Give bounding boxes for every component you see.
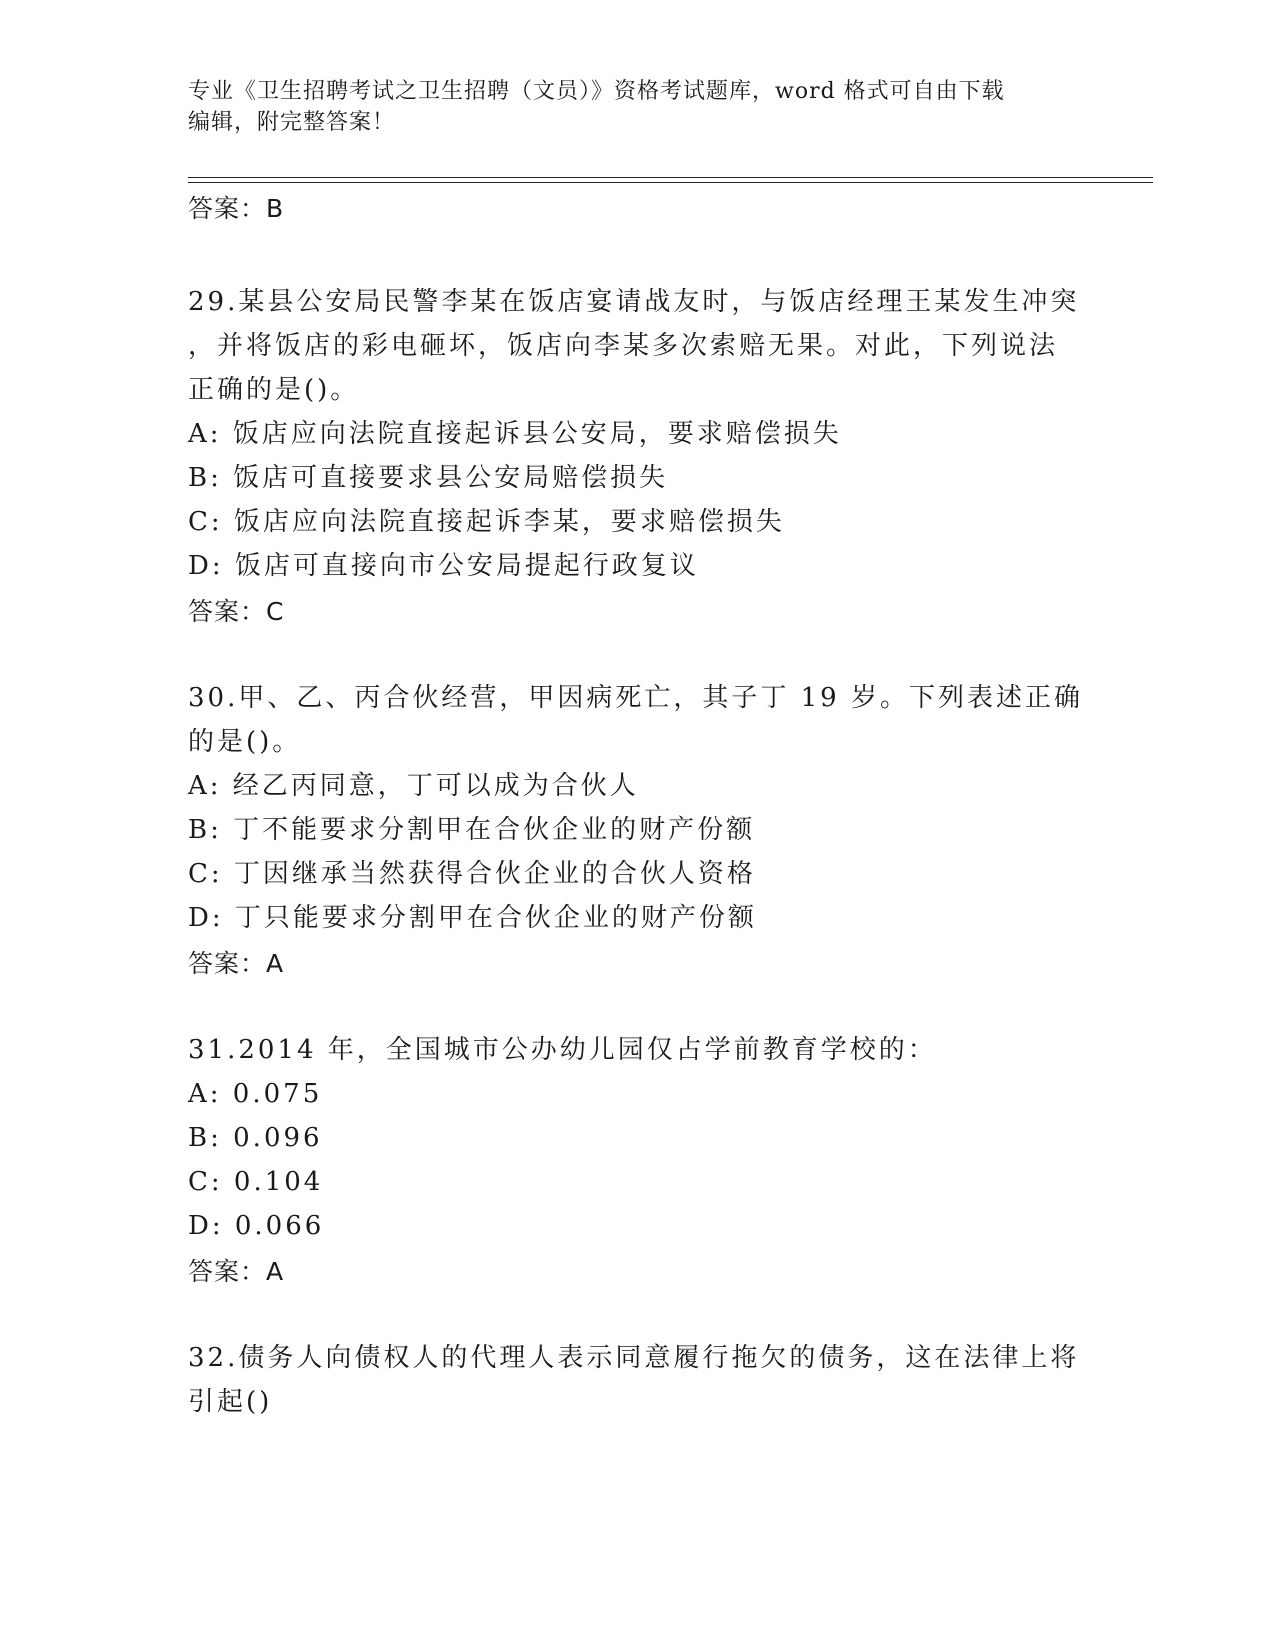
question-30-option-d: D: 丁只能要求分割甲在合伙企业的财产份额: [188, 903, 757, 933]
header-divider-top: [188, 177, 1153, 178]
header-divider-bottom: [188, 182, 1153, 183]
question-31-option-a: A: 0.075: [188, 1079, 323, 1109]
question-32-stem-line-1: 32.债务人向债权人的代理人表示同意履行拖欠的债务，这在法律上将: [188, 1343, 1080, 1373]
answer-q29: 答案：C: [188, 597, 285, 626]
answer-q28: 答案：B: [188, 194, 285, 223]
question-29-option-c: C: 饭店应向法院直接起诉李某，要求赔偿损失: [188, 507, 785, 537]
question-29-option-d: D: 饭店可直接向市公安局提起行政复议: [188, 551, 699, 581]
question-30-stem-line-1: 30.甲、乙、丙合伙经营，甲因病死亡，其子丁 19 岁。下列表述正确: [188, 683, 1083, 713]
question-29-stem-line-3: 正确的是()。: [188, 375, 360, 405]
question-29-option-a: A: 饭店应向法院直接起诉县公安局，要求赔偿损失: [188, 419, 842, 449]
question-30-option-b: B: 丁不能要求分割甲在合伙企业的财产份额: [188, 815, 756, 845]
header-line-1: 专业《卫生招聘考试之卫生招聘（文员）》资格考试题库，word 格式可自由下载: [188, 79, 1005, 104]
question-30-option-c: C: 丁因继承当然获得合伙企业的合伙人资格: [188, 859, 756, 889]
question-29-option-b: B: 饭店可直接要求县公安局赔偿损失: [188, 463, 669, 493]
header-line-2: 编辑，附完整答案！: [188, 110, 396, 135]
document-header: [188, 76, 1068, 138]
answer-q30: 答案：A: [188, 949, 285, 978]
question-31-option-c: C: 0.104: [188, 1167, 324, 1197]
question-32-stem-line-2: 引起(): [188, 1387, 273, 1417]
question-31-option-b: B: 0.096: [188, 1123, 323, 1153]
question-30-option-a: A: 经乙丙同意，丁可以成为合伙人: [188, 771, 639, 801]
question-30-stem-line-2: 的是()。: [188, 727, 302, 757]
answer-q31: 答案：A: [188, 1257, 285, 1286]
question-29-stem-line-1: 29.某县公安局民警李某在饭店宴请战友时，与饭店经理王某发生冲突: [188, 287, 1080, 317]
question-31-option-d: D: 0.066: [188, 1211, 325, 1241]
question-31-stem-line-1: 31.2014 年，全国城市公办幼儿园仅占学前教育学校的：: [188, 1035, 937, 1065]
question-29-stem-line-2: ，并将饭店的彩电砸坏，饭店向李某多次索赔无果。对此，下列说法: [188, 331, 1059, 361]
